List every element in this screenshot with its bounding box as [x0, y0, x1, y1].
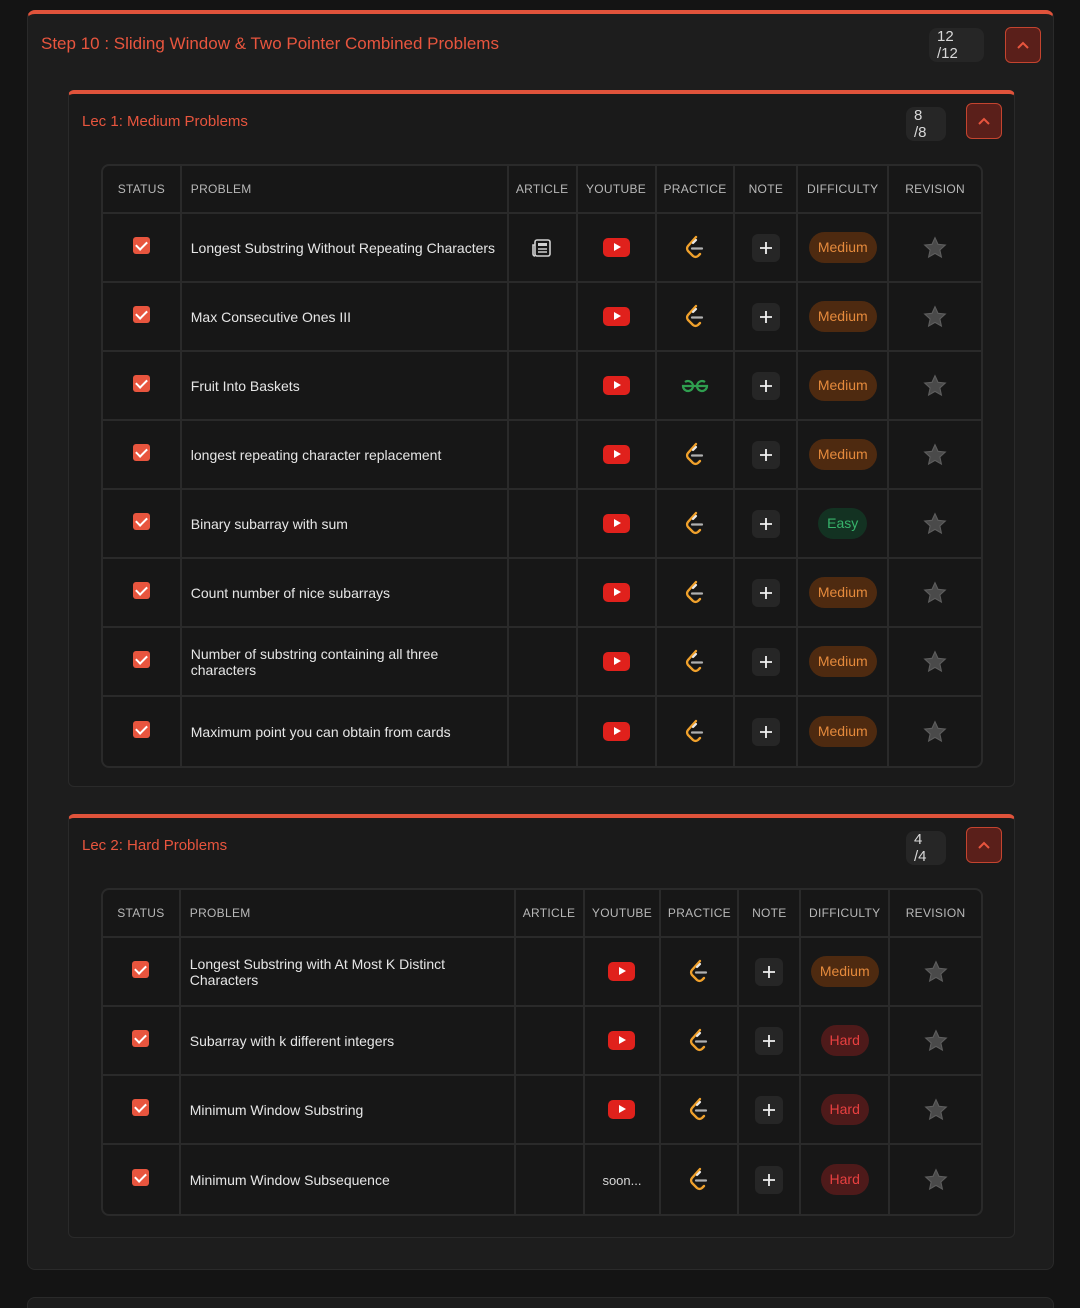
article-cell [516, 938, 585, 1007]
youtube-icon[interactable] [603, 376, 630, 395]
note-cell [739, 1007, 801, 1076]
star-icon[interactable] [923, 1028, 949, 1054]
leetcode-icon[interactable] [687, 1097, 711, 1123]
youtube-cell [578, 352, 657, 421]
practice-cell [661, 1145, 739, 1214]
step-card [27, 10, 1054, 1270]
plus-icon [759, 517, 773, 531]
next-step-card [27, 1297, 1054, 1308]
status-cell [103, 283, 182, 352]
practice-cell [661, 938, 739, 1007]
star-icon[interactable] [923, 959, 949, 985]
difficulty-cell [801, 938, 890, 1007]
revision-cell [889, 214, 981, 283]
table-row [103, 697, 981, 766]
note-cell [739, 1145, 801, 1214]
practice-cell [657, 559, 736, 628]
add-note-button[interactable] [752, 234, 780, 262]
practice-cell [657, 421, 736, 490]
revision-cell [889, 283, 981, 352]
plus-icon [759, 241, 773, 255]
chevron-up-icon [1016, 40, 1030, 50]
status-checkbox[interactable] [133, 651, 150, 668]
youtube-icon[interactable] [603, 307, 630, 326]
status-cell [103, 628, 182, 697]
add-note-button[interactable] [752, 648, 780, 676]
difficulty-badge: Easy [818, 508, 867, 539]
add-note-button[interactable] [755, 1096, 783, 1124]
practice-cell [657, 214, 736, 283]
star-icon[interactable] [922, 442, 948, 468]
revision-cell [889, 628, 981, 697]
status-cell [103, 1076, 181, 1145]
leetcode-icon[interactable] [683, 719, 707, 745]
problem-name: Number of substring containing all three characters [182, 628, 509, 697]
difficulty-badge: Medium [809, 370, 877, 401]
youtube-cell [578, 628, 657, 697]
step-collapse-button[interactable] [1005, 27, 1041, 63]
youtube-icon[interactable] [603, 722, 630, 741]
practice-cell [657, 628, 736, 697]
article-cell [516, 1076, 585, 1145]
leetcode-icon[interactable] [683, 235, 707, 261]
column-header-article: ARTICLE [516, 890, 585, 938]
table-row [103, 1145, 981, 1214]
chevron-up-icon [977, 116, 991, 126]
plus-icon [762, 1103, 776, 1117]
revision-cell [890, 1007, 981, 1076]
difficulty-badge: Hard [821, 1164, 869, 1195]
star-icon[interactable] [923, 1167, 949, 1193]
article-cell [509, 421, 578, 490]
star-icon[interactable] [922, 511, 948, 537]
revision-cell [889, 490, 981, 559]
table-row [103, 559, 981, 628]
status-checkbox[interactable] [132, 1099, 149, 1116]
youtube-cell [578, 214, 657, 283]
status-checkbox[interactable] [132, 1169, 149, 1186]
add-note-button[interactable] [752, 303, 780, 331]
column-header-article: ARTICLE [509, 166, 578, 214]
plus-icon [762, 1034, 776, 1048]
note-cell [735, 559, 798, 628]
column-header-practice: PRACTICE [661, 890, 739, 938]
note-cell [739, 1076, 801, 1145]
table-row [103, 490, 981, 559]
lecture-card-1 [68, 90, 1015, 787]
leetcode-icon[interactable] [683, 304, 707, 330]
practice-cell [661, 1076, 739, 1145]
difficulty-cell [801, 1145, 890, 1214]
difficulty-cell [798, 628, 889, 697]
problem-table [101, 164, 983, 768]
youtube-icon[interactable] [603, 652, 630, 671]
youtube-icon[interactable] [603, 514, 630, 533]
difficulty-cell [801, 1076, 890, 1145]
note-cell [735, 490, 798, 559]
column-header-practice: PRACTICE [657, 166, 736, 214]
youtube-cell [585, 938, 662, 1007]
column-header-note: NOTE [739, 890, 801, 938]
plus-icon [759, 655, 773, 669]
difficulty-badge: Medium [809, 577, 877, 608]
revision-cell [889, 421, 981, 490]
lecture-title[interactable]: Lec 1: Medium Problems [82, 113, 248, 130]
leetcode-icon[interactable] [683, 649, 707, 675]
problem-name: longest repeating character replacement [182, 421, 509, 490]
status-cell [103, 938, 181, 1007]
plus-icon [762, 1173, 776, 1187]
youtube-cell [578, 490, 657, 559]
revision-cell [890, 938, 981, 1007]
column-header-note: NOTE [735, 166, 798, 214]
difficulty-cell [801, 1007, 890, 1076]
youtube-cell [578, 421, 657, 490]
status-cell [103, 1145, 181, 1214]
article-cell [509, 214, 578, 283]
status-cell [103, 1007, 181, 1076]
article-cell [509, 490, 578, 559]
lecture-progress-counter: 8 /8 [906, 107, 946, 141]
plus-icon [759, 586, 773, 600]
practice-cell [657, 490, 736, 559]
practice-cell [657, 697, 736, 766]
step-progress-counter: 12 /12 [929, 28, 984, 62]
star-icon[interactable] [922, 304, 948, 330]
gfg-icon[interactable] [680, 377, 710, 395]
problem-name: Minimum Window Subsequence [181, 1145, 516, 1214]
status-cell [103, 697, 182, 766]
status-checkbox[interactable] [133, 375, 150, 392]
difficulty-badge: Medium [809, 439, 877, 470]
difficulty-badge: Hard [821, 1094, 869, 1125]
youtube-cell [585, 1007, 662, 1076]
status-checkbox[interactable] [132, 961, 149, 978]
add-note-button[interactable] [755, 958, 783, 986]
leetcode-icon[interactable] [687, 959, 711, 985]
revision-cell [889, 559, 981, 628]
youtube-icon[interactable] [603, 238, 630, 257]
note-cell [735, 352, 798, 421]
note-cell [735, 421, 798, 490]
column-header-difficulty: DIFFICULTY [801, 890, 890, 938]
table-row [103, 421, 981, 490]
article-cell [509, 697, 578, 766]
difficulty-badge: Medium [811, 956, 879, 987]
problem-name: Binary subarray with sum [182, 490, 509, 559]
table-row [103, 1007, 981, 1076]
status-checkbox[interactable] [133, 444, 150, 461]
difficulty-cell [798, 214, 889, 283]
note-cell [735, 628, 798, 697]
add-note-button[interactable] [752, 510, 780, 538]
table-header-row [103, 890, 981, 938]
chevron-up-icon [977, 840, 991, 850]
youtube-cell [585, 1076, 662, 1145]
leetcode-icon[interactable] [683, 511, 707, 537]
youtube-icon[interactable] [608, 1031, 635, 1050]
revision-cell [890, 1076, 981, 1145]
column-header-status: STATUS [103, 890, 181, 938]
star-icon[interactable] [922, 235, 948, 261]
column-header-revision: REVISION [889, 166, 981, 214]
revision-cell [889, 697, 981, 766]
problem-name: Maximum point you can obtain from cards [182, 697, 509, 766]
problem-name: Max Consecutive Ones III [182, 283, 509, 352]
note-cell [735, 283, 798, 352]
difficulty-cell [798, 352, 889, 421]
column-header-difficulty: DIFFICULTY [798, 166, 889, 214]
leetcode-icon[interactable] [683, 580, 707, 606]
star-icon[interactable] [923, 1097, 949, 1123]
lecture-collapse-button[interactable] [966, 103, 1002, 139]
revision-cell [890, 1145, 981, 1214]
status-checkbox[interactable] [132, 1030, 149, 1047]
difficulty-cell [798, 490, 889, 559]
lecture-collapse-button[interactable] [966, 827, 1002, 863]
problem-name: Subarray with k different integers [181, 1007, 516, 1076]
article-cell [516, 1145, 585, 1214]
problem-name: Fruit Into Baskets [182, 352, 509, 421]
add-note-button[interactable] [752, 372, 780, 400]
column-header-status: STATUS [103, 166, 182, 214]
add-note-button[interactable] [752, 579, 780, 607]
column-header-youtube: YOUTUBE [578, 166, 657, 214]
youtube-cell [578, 283, 657, 352]
status-checkbox[interactable] [133, 306, 150, 323]
youtube-cell [578, 697, 657, 766]
difficulty-cell [798, 283, 889, 352]
problem-name: Longest Substring Without Repeating Characters [182, 214, 509, 283]
plus-icon [762, 965, 776, 979]
add-note-button[interactable] [755, 1166, 783, 1194]
status-cell [103, 559, 182, 628]
youtube-icon[interactable] [603, 445, 630, 464]
status-cell [103, 352, 182, 421]
article-cell [509, 283, 578, 352]
status-cell [103, 490, 182, 559]
problem-name: Longest Substring with At Most K Distinct Characters [181, 938, 516, 1007]
youtube-cell [578, 559, 657, 628]
column-header-youtube: YOUTUBE [585, 890, 662, 938]
add-note-button[interactable] [755, 1027, 783, 1055]
practice-cell [661, 1007, 739, 1076]
table-row [103, 1076, 981, 1145]
status-checkbox[interactable] [133, 582, 150, 599]
table-row [103, 352, 981, 421]
status-checkbox[interactable] [133, 513, 150, 530]
add-note-button[interactable] [752, 441, 780, 469]
problem-name: Count number of nice subarrays [182, 559, 509, 628]
difficulty-badge: Medium [809, 301, 877, 332]
article-cell [509, 628, 578, 697]
column-header-problem: PROBLEM [181, 890, 516, 938]
difficulty-cell [798, 697, 889, 766]
youtube-icon[interactable] [608, 1100, 635, 1119]
problem-table [101, 888, 983, 1216]
table-row [103, 628, 981, 697]
practice-cell [657, 283, 736, 352]
article-cell [516, 1007, 585, 1076]
youtube-cell [585, 1145, 662, 1214]
step-title[interactable]: Step 10 : Sliding Window & Two Pointer Combined Problems [41, 34, 499, 53]
star-icon[interactable] [922, 649, 948, 675]
note-cell [735, 697, 798, 766]
note-cell [735, 214, 798, 283]
article-cell [509, 352, 578, 421]
column-header-revision: REVISION [890, 890, 981, 938]
article-cell [509, 559, 578, 628]
youtube-soon-label: soon... [602, 1172, 642, 1188]
star-icon[interactable] [922, 373, 948, 399]
plus-icon [759, 448, 773, 462]
note-cell [739, 938, 801, 1007]
difficulty-badge: Medium [809, 716, 877, 747]
leetcode-icon[interactable] [687, 1167, 711, 1193]
table-row [103, 938, 981, 1007]
lecture-card-2 [68, 814, 1015, 1238]
difficulty-cell [798, 421, 889, 490]
youtube-icon[interactable] [608, 962, 635, 981]
status-cell [103, 421, 182, 490]
youtube-icon[interactable] [603, 583, 630, 602]
star-icon[interactable] [922, 580, 948, 606]
plus-icon [759, 310, 773, 324]
lecture-progress-counter: 4 /4 [906, 831, 946, 865]
star-icon[interactable] [922, 719, 948, 745]
status-checkbox[interactable] [133, 237, 150, 254]
problem-name: Minimum Window Substring [181, 1076, 516, 1145]
plus-icon [759, 725, 773, 739]
status-cell [103, 214, 182, 283]
table-row [103, 283, 981, 352]
difficulty-cell [798, 559, 889, 628]
difficulty-badge: Hard [821, 1025, 869, 1056]
status-checkbox[interactable] [133, 721, 150, 738]
difficulty-badge: Medium [809, 232, 877, 263]
column-header-problem: PROBLEM [182, 166, 509, 214]
leetcode-icon[interactable] [687, 1028, 711, 1054]
plus-icon [759, 379, 773, 393]
revision-cell [889, 352, 981, 421]
leetcode-icon[interactable] [683, 442, 707, 468]
difficulty-badge: Medium [809, 646, 877, 677]
table-row [103, 214, 981, 283]
article-icon[interactable] [531, 237, 553, 259]
practice-cell [657, 352, 736, 421]
table-header-row [103, 166, 981, 214]
add-note-button[interactable] [752, 718, 780, 746]
lecture-title[interactable]: Lec 2: Hard Problems [82, 837, 228, 854]
